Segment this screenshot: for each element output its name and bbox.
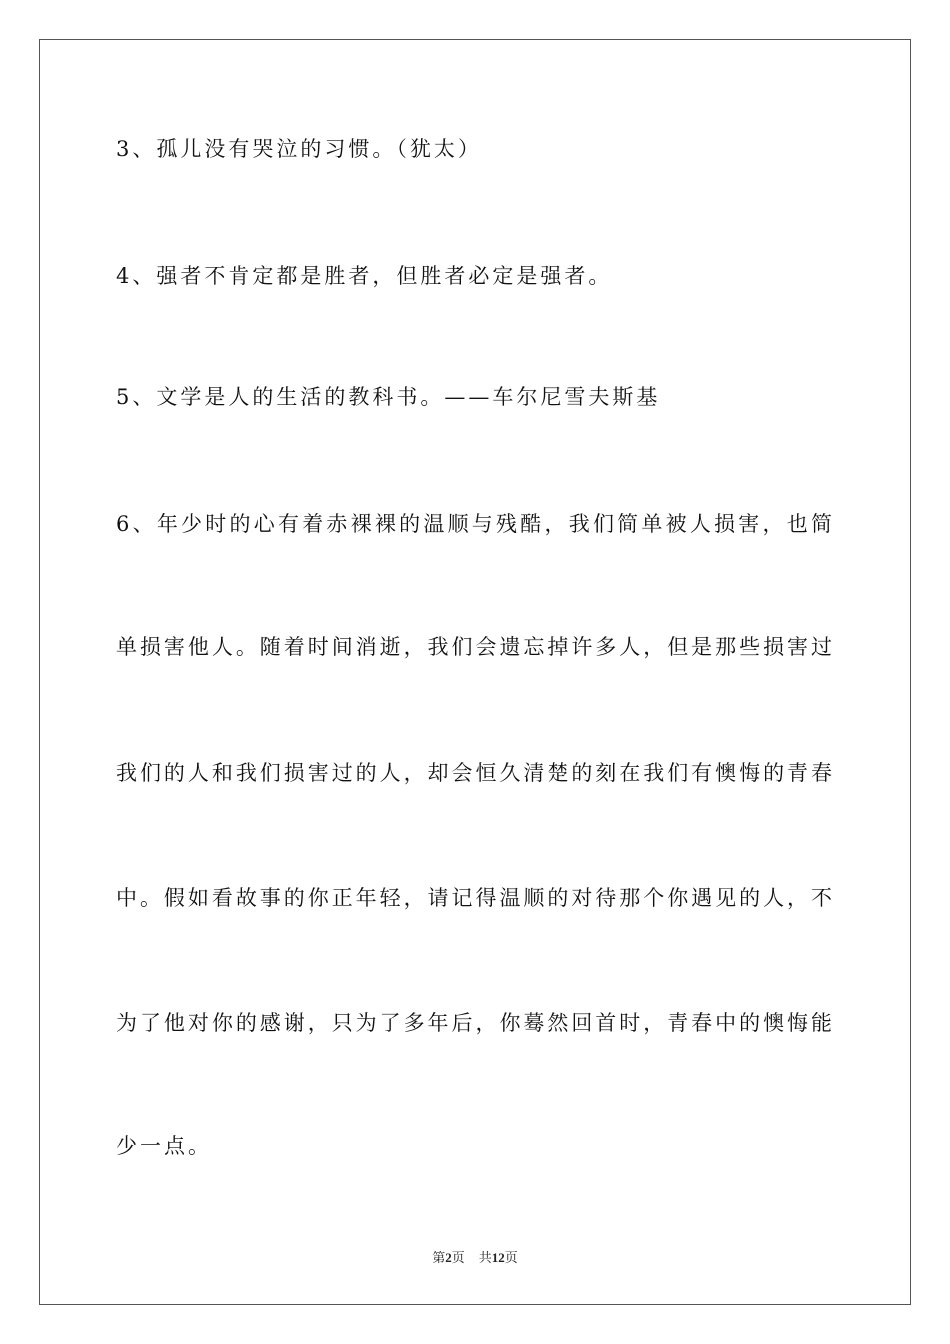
paragraph-line-3: 5、文学是人的生活的教科书。——车尔尼雪夫斯基 — [116, 385, 661, 409]
paragraph-line-5 — [116, 634, 832, 660]
paragraph-line-1: 3、孤儿没有哭泣的习惯。（犹太） — [116, 137, 482, 161]
page-prefix: 第 — [432, 1250, 446, 1265]
paragraph-line-8-text: 为了他对你的感谢，只为了多年后，你蓦然回首时，青春中的懊悔能 — [116, 1011, 832, 1035]
total-prefix: 共 — [478, 1250, 492, 1265]
paragraph-line-8 — [116, 1010, 832, 1036]
page-frame — [39, 39, 911, 1305]
paragraph-line-6-text: 我们的人和我们损害过的人，却会恒久清楚的刻在我们有懊悔的青春 — [116, 761, 832, 785]
page-footer — [0, 1247, 950, 1266]
paragraph-line-9: 少一点。 — [116, 1134, 212, 1158]
total-pages: 12 — [491, 1250, 505, 1265]
paragraph-line-7-text: 中。假如看故事的你正年轻，请记得温顺的对待那个你遇见的人，不 — [116, 886, 832, 910]
paragraph-line-6 — [116, 760, 832, 786]
paragraph-line-4 — [116, 511, 832, 537]
page-suffix: 页 — [451, 1250, 465, 1265]
page-number: 2 — [445, 1250, 452, 1265]
paragraph-line-7 — [116, 885, 832, 911]
paragraph-line-4-text: 6、年少时的心有着赤裸裸的温顺与残酷，我们简单被人损害，也简 — [116, 512, 832, 536]
total-suffix: 页 — [504, 1250, 518, 1265]
paragraph-line-2: 4、强者不肯定都是胜者，但胜者必定是强者。 — [116, 264, 613, 288]
paragraph-line-5-text: 单损害他人。随着时间消逝，我们会遗忘掉许多人，但是那些损害过 — [116, 635, 832, 659]
